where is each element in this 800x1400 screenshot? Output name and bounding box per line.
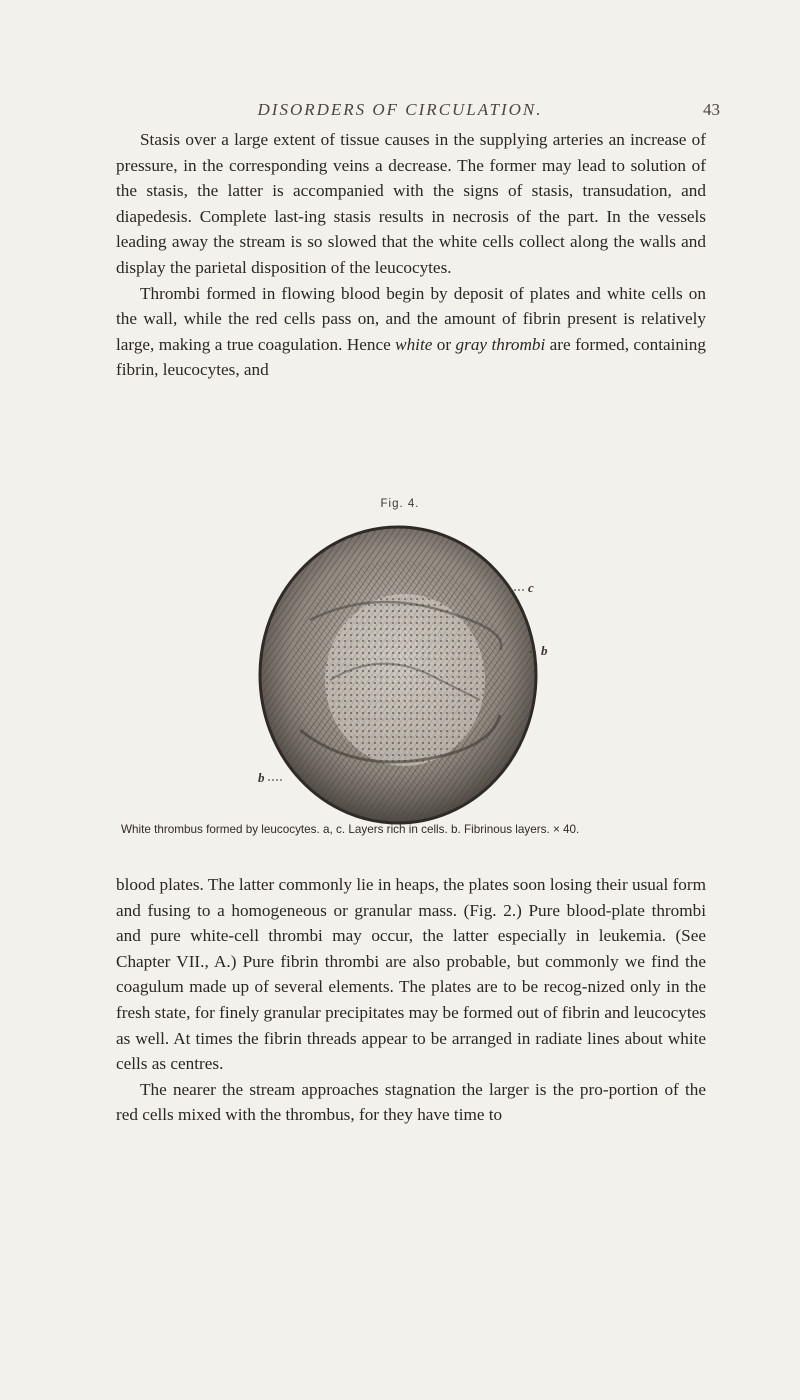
italic-term-gray-thrombi: gray thrombi: [455, 334, 546, 354]
text-block-top: [116, 127, 706, 383]
text-run: are formed, containing fibrin, leucocytes, and: [116, 334, 706, 380]
paragraph-stasis: Stasis over a large extent of tissue causes in the supplying arteries an increase of pressure, in the corresponding veins a decrease. The former may lead to solution of the stasis, the latter is accompanied with the signs of stasis, transudation, and diapedesis. Complete last-ing stasis results in necrosis of the part. In the vessels leading away the stream is so slowed that the white cells collect along the walls and display the parietal disposition of the leucocytes.: [116, 130, 706, 277]
figure-letter-b-lower: b: [258, 770, 265, 785]
running-title: DISORDERS OF CIRCULATION.: [257, 100, 543, 119]
figure-caption: White thrombus formed by leucocytes. a, c. Layers rich in cells. b. Fibrinous layers. × 40.: [121, 823, 580, 836]
paragraph-blood-plates: blood plates. The latter commonly lie in heaps, the plates soon losing their usual form and fusing to a homogeneous or granular mass. (Fig. 2.) Pure blood-plate thrombi and pure white-cell thrombi may occur, the latter especially in leukemia. (See Chapter VII., A.) Pure fibrin thrombi are also probable, but commonly we find the coagulum made up of several elements. The plates are to be recog-nized only in the fresh state, for finely granular precipitates may be formed out of fibrin and leucocytes as well. At times the fibrin threads appear to be arranged in radiate lines about white cells as centres.: [116, 875, 706, 1074]
figure-letter-c: c: [528, 580, 534, 595]
figure-thrombus: [0, 500, 800, 830]
italic-term-white: white: [395, 334, 433, 354]
paragraph-stagnation: The nearer the stream approaches stagnation the larger is the pro-portion of the red cells mixed with the thrombus, for they have time to: [116, 1079, 706, 1125]
text-run: Thrombi formed in flowing blood begin by deposit of plates and white cells on the wall, while the red cells pass on, and the amount of fibrin present is relatively large, making a true coagulation. Hence: [116, 283, 706, 354]
thrombus-illustration: [0, 500, 800, 830]
thrombus-cross-section: [260, 527, 536, 823]
page-number: 43: [703, 100, 720, 119]
text-run: or: [432, 334, 456, 354]
paragraph-thrombi: [116, 281, 706, 383]
text-block-bottom: [116, 872, 706, 1128]
figure-label: Fig. 4.: [380, 498, 420, 510]
figure-letter-b: b: [541, 643, 548, 658]
